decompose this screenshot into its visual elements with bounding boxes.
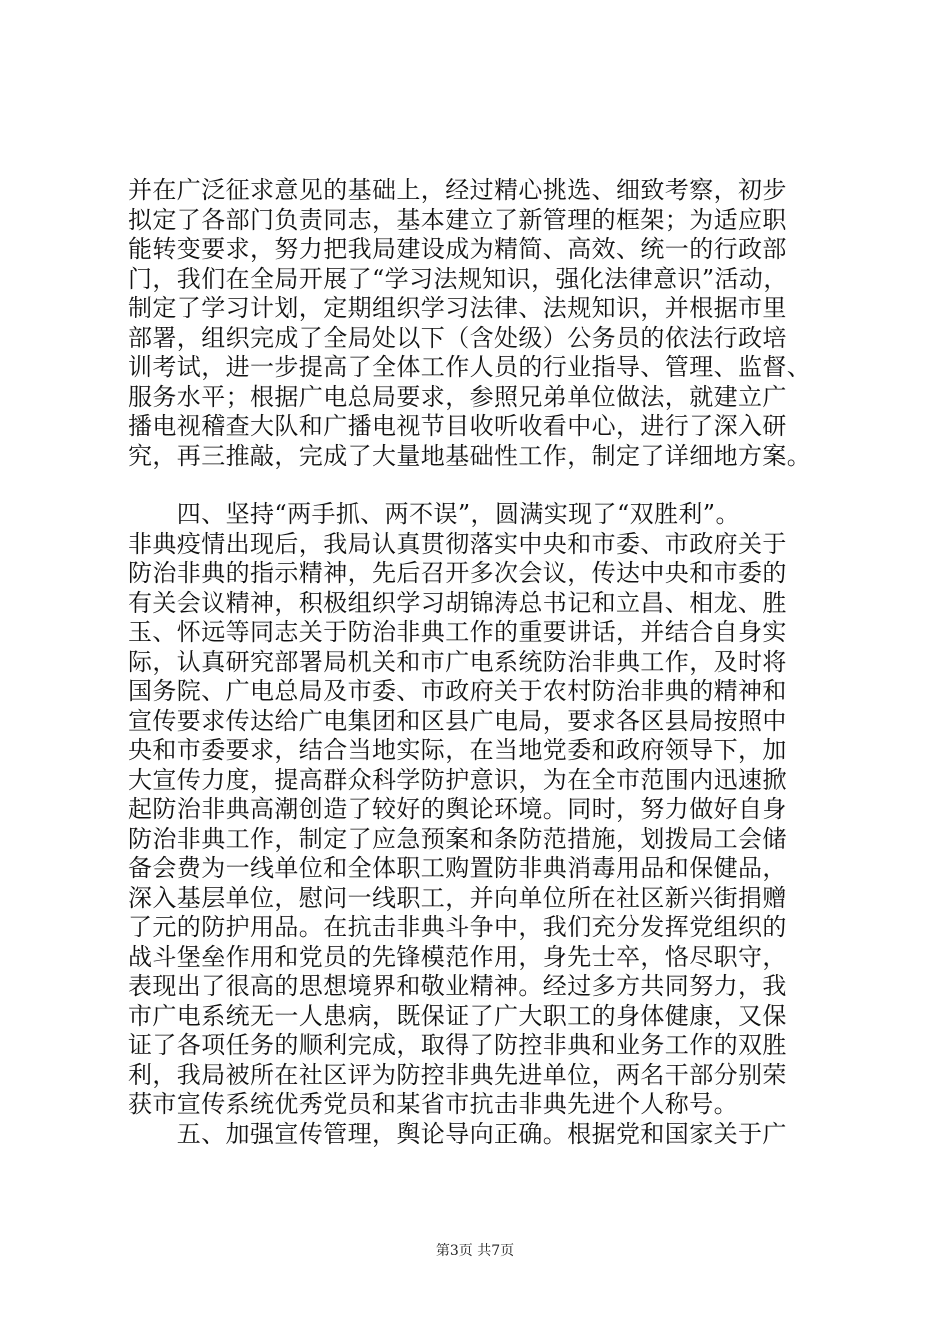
- text-line: 证了各项任务的顺利完成，取得了防控非典和业务工作的双胜: [128, 1031, 787, 1059]
- text-line: 市广电系统无一人患病，既保证了广大职工的身体健康，又保: [128, 1001, 787, 1030]
- text-line: 战斗堡垒作用和党员的先锋模范作用，身先士卒，恪尽职守，: [128, 942, 787, 971]
- text-line: 四、坚持“两手抓、两不误”，圆满实现了“双胜利”。: [128, 500, 740, 528]
- text-line: 表现出了很高的思想境界和敬业精神。经过多方共同努力，我: [128, 972, 787, 1000]
- text-line: 国务院、广电总局及市委、市政府关于农村防治非典的精神和: [128, 677, 787, 705]
- paragraph-3: [128, 1120, 828, 1150]
- text-line: 能转变要求，努力把我局建设成为精简、高效、统一的行政部: [128, 235, 787, 263]
- text-line: 制定了学习计划，定期组织学习法律、法规知识，并根据市里: [128, 294, 787, 322]
- text-line: 起防治非典高潮创造了较好的舆论环境。同时，努力做好自身: [128, 795, 787, 823]
- text-line: 获市宣传系统优秀党员和某省市抗击非典先进个人称号。: [128, 1090, 738, 1118]
- text-line: 际，认真研究部署局机关和市广电系统防治非典工作，及时将: [128, 647, 787, 676]
- text-line: 训考试，进一步提高了全体工作人员的行业指导、管理、监督、: [128, 353, 812, 381]
- text-line: 播电视稽查大队和广播电视节目收听收看中心，进行了深入研: [128, 412, 787, 440]
- paragraph-1: [128, 176, 828, 471]
- text-line: 备会费为一线单位和全体职工购置防非典消毒用品和保健品，: [128, 854, 787, 882]
- text-line: 拟定了各部门负责同志，基本建立了新管理的框架；为适应职: [128, 205, 787, 234]
- text-line: 防治非典的指示精神，先后召开多次会议，传达中央和市委的: [128, 559, 787, 587]
- text-line: 究，再三推敲，完成了大量地基础性工作，制定了详细地方案。: [128, 441, 812, 470]
- text-line: 利，我局被所在社区评为防控非典先进单位，两名干部分别荣: [128, 1060, 787, 1089]
- text-line: 了元的防护用品。在抗击非典斗争中，我们充分发挥党组织的: [128, 913, 787, 941]
- text-line: 大宣传力度，提高群众科学防护意识，为在全市范围内迅速掀: [128, 765, 787, 794]
- text-line: 非典疫情出现后，我局认真贯彻落实中央和市委、市政府关于: [128, 529, 787, 558]
- paragraph-2: [128, 500, 828, 1120]
- text-line: 服务水平；根据广电总局要求，参照兄弟单位做法，就建立广: [128, 382, 787, 411]
- text-line: 玉、怀远等同志关于防治非典工作的重要讲话，并结合自身实: [128, 618, 787, 646]
- text-line: 央和市委要求，结合当地实际，在当地党委和政府领导下，加: [128, 736, 787, 764]
- text-line: 有关会议精神，积极组织学习胡锦涛总书记和立昌、相龙、胜: [128, 588, 787, 617]
- text-line: 并在广泛征求意见的基础上，经过精心挑选、细致考察，初步: [128, 176, 787, 204]
- body-text: [128, 176, 828, 1149]
- paragraph-gap: [128, 471, 828, 500]
- text-line: 宣传要求传达给广电集团和区县广电局，要求各区县局按照中: [128, 706, 787, 735]
- text-line: 部署，组织完成了全局处以下（含处级）公务员的依法行政培: [128, 323, 787, 352]
- text-line: 深入基层单位，慰问一线职工，并向单位所在社区新兴街捐赠: [128, 883, 787, 912]
- text-line: 防治非典工作，制定了应急预案和条防范措施，划拨局工会储: [128, 824, 787, 853]
- text-line: 五、加强宣传管理，舆论导向正确。根据党和国家关于广: [128, 1119, 787, 1148]
- page-footer: 第3页 共7页: [435, 1243, 515, 1259]
- text-line: 门，我们在全局开展了“学习法规知识，强化法律意识”活动，: [128, 264, 788, 293]
